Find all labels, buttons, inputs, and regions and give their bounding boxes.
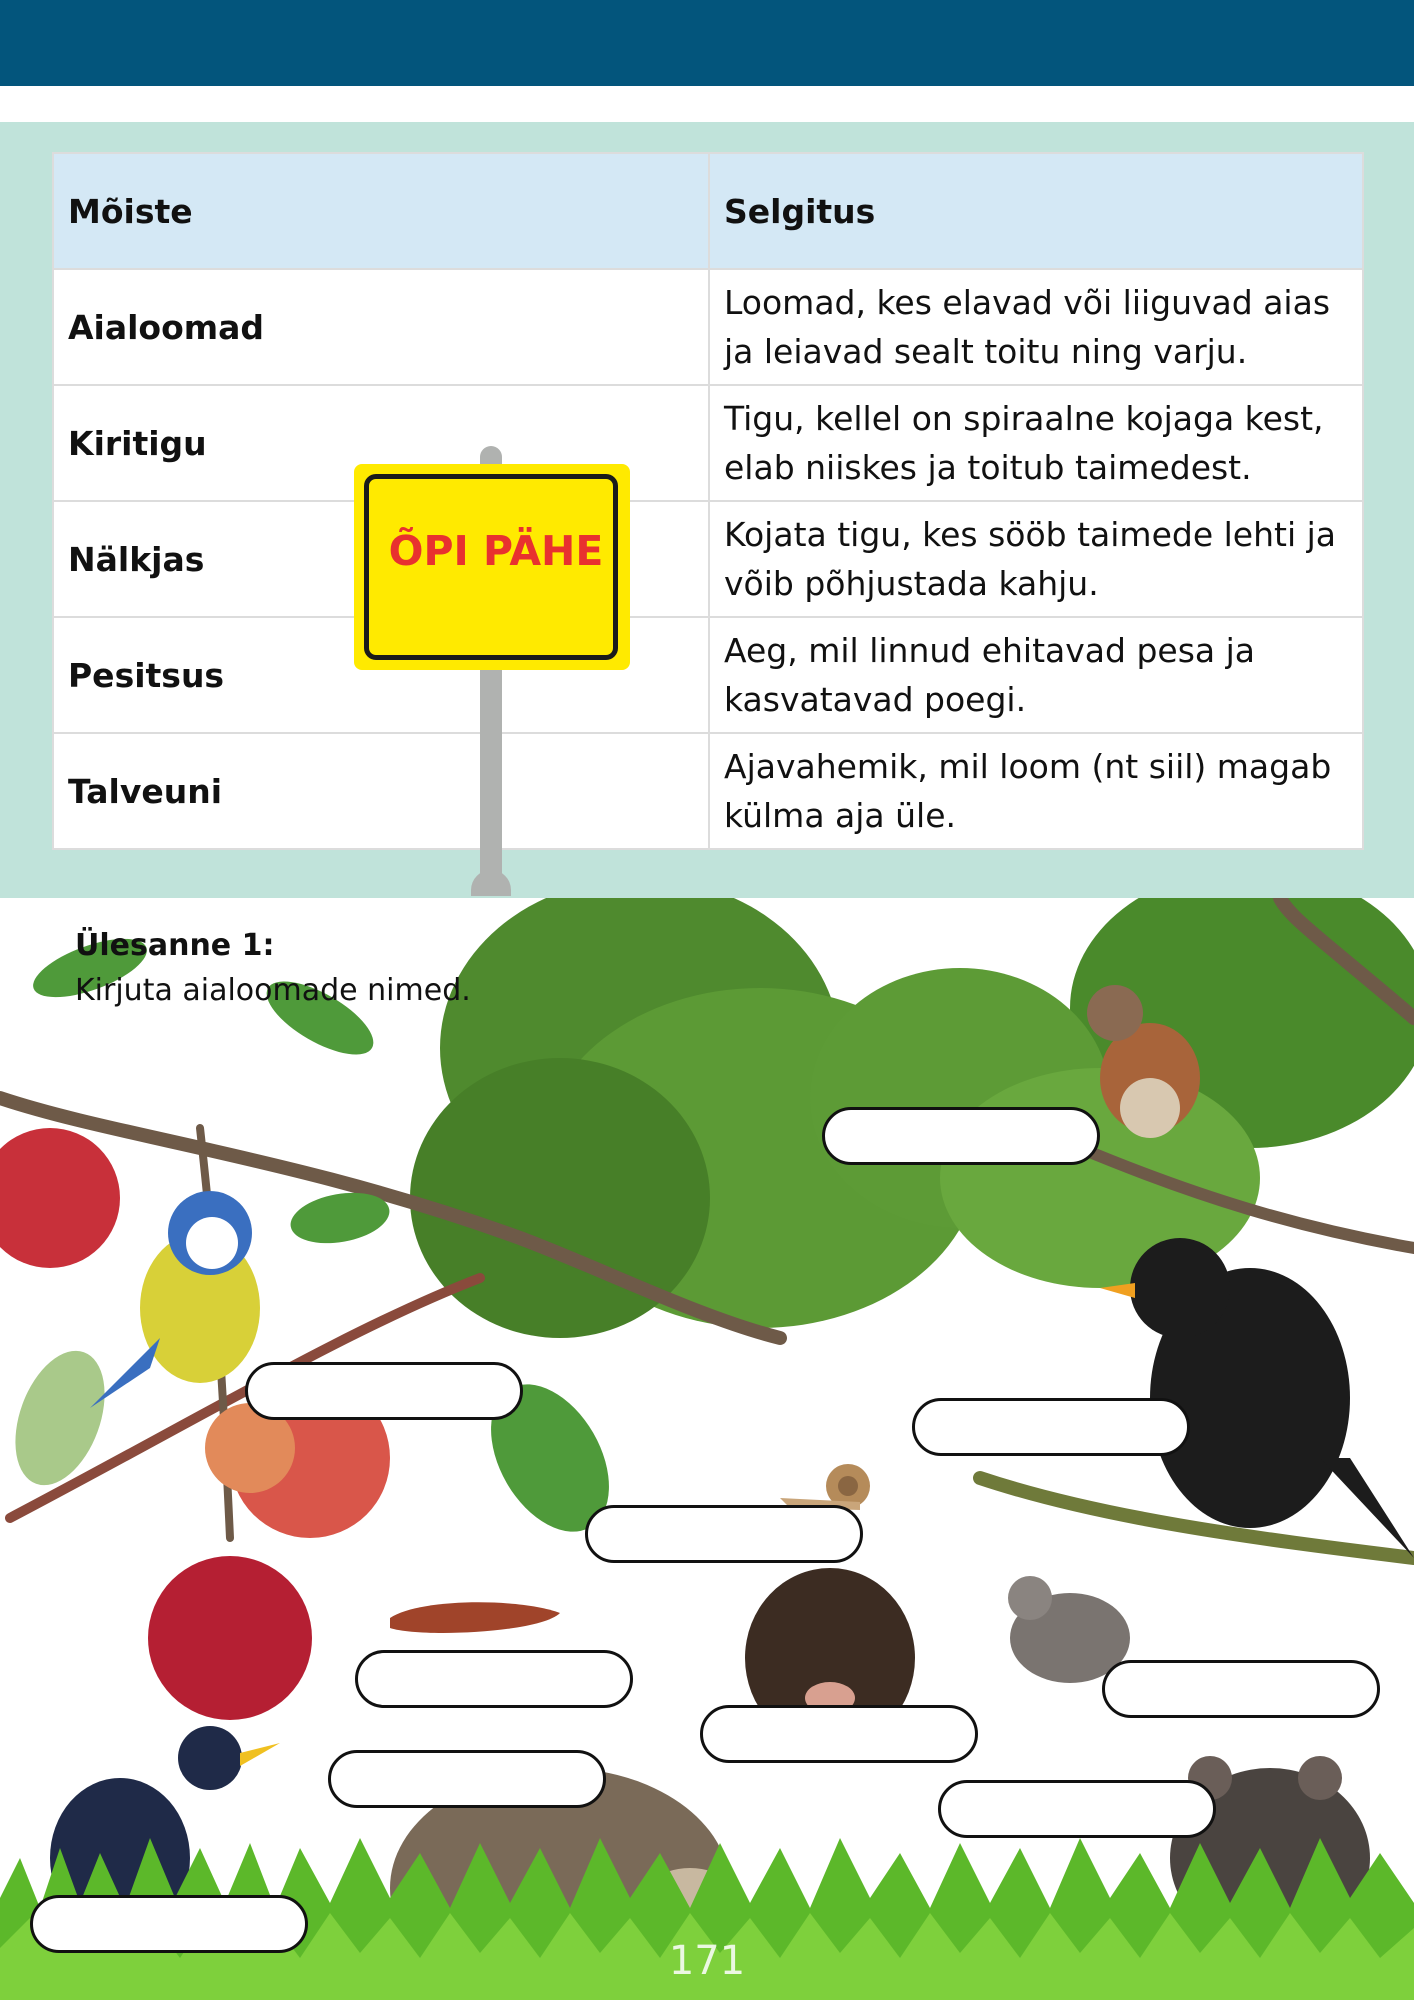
slug [390,1602,560,1633]
glossary-table [52,152,1364,850]
term-cell: Aialoomad [53,269,709,385]
task-title: Ülesanne 1: [75,928,275,963]
explanation-cell: Kojata tigu, kes sööb taimede lehti ja võib põhjustada kahju. [709,501,1363,617]
header-term: Mõiste [53,153,709,269]
term-cell: Kiritigu [53,385,709,501]
answer-field-snail[interactable] [585,1505,863,1563]
explanation-cell: Tigu, kellel on spiraalne kojaga kest, elab niiskes ja toitub taimedest. [709,385,1363,501]
explanation-cell: Ajavahemik, mil loom (nt siil) magab külma aja üle. [709,733,1363,849]
answer-field-mouse[interactable] [1102,1660,1380,1718]
table-row [53,501,1363,617]
table-header-row [53,153,1363,269]
sign-text: ÕPI PÄHE [388,527,604,575]
page-number: 171 [668,1938,746,1984]
explanation-cell: Aeg, mil linnud ehitavad pesa ja kasvatavad poegi. [709,617,1363,733]
answer-field-blackbird[interactable] [912,1398,1190,1456]
blue-tit-bird [90,1191,260,1408]
learn-by-heart-sign [354,464,630,670]
table-row [53,385,1363,501]
garden-scene-illustration [0,898,1414,2000]
answer-field-rat[interactable] [938,1780,1216,1838]
answer-field-slug[interactable] [355,1650,633,1708]
task-instruction: Kirjuta aialoomade nimed. [75,973,471,1008]
explanation-cell: Loomad, kes elavad või liiguvad aias ja leiavad sealt toitu ning varju. [709,269,1363,385]
term-cell: Talveuni [53,733,709,849]
sign-border [364,474,618,660]
header-bar [0,0,1414,86]
table-row [53,269,1363,385]
term-cell: Pesitsus [53,617,709,733]
answer-field-sparrow[interactable] [822,1107,1100,1165]
answer-field-mole[interactable] [700,1705,978,1763]
snail [780,1464,870,1510]
answer-field-blue-tit[interactable] [245,1362,523,1420]
header-explanation: Selgitus [709,153,1363,269]
answer-field-hedgehog[interactable] [328,1750,606,1808]
table-row [53,617,1363,733]
table-row [53,733,1363,849]
term-cell: Nälkjas [53,501,709,617]
